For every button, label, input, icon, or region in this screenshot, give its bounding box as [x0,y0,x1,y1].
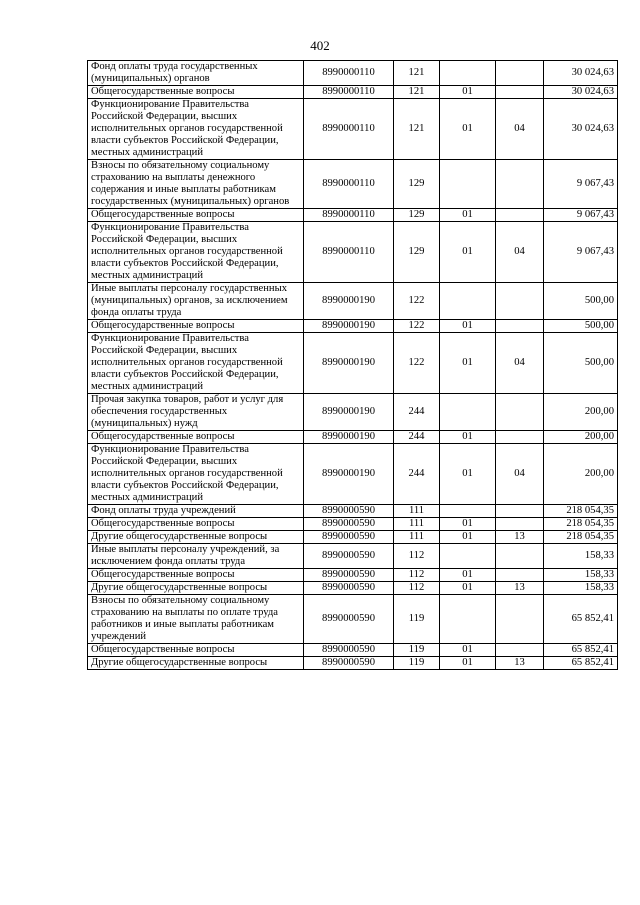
cell-expense-type: 122 [394,333,440,394]
cell-expense-type: 244 [394,394,440,431]
cell-target-code: 8990000190 [304,444,394,505]
cell-target-code: 8990000110 [304,209,394,222]
cell-amount: 200,00 [544,394,618,431]
table-row [88,444,618,505]
table-row [88,283,618,320]
cell-section: 01 [440,531,496,544]
cell-section: 01 [440,99,496,160]
cell-name: Фонд оплаты труда учреждений [88,505,304,518]
cell-amount: 158,33 [544,582,618,595]
cell-expense-type: 122 [394,320,440,333]
cell-subsection: 04 [496,222,544,283]
cell-name: Другие общегосударственные вопросы [88,657,304,670]
cell-name: Фонд оплаты труда государственных (муниципальных) органов [88,61,304,86]
cell-subsection [496,518,544,531]
table-row [88,394,618,431]
cell-amount: 158,33 [544,544,618,569]
cell-target-code: 8990000110 [304,61,394,86]
cell-name: Другие общегосударственные вопросы [88,531,304,544]
cell-name: Взносы по обязательному социальному страхованию на выплаты по оплате труда работников и иные выплаты работникам учреждений [88,595,304,644]
cell-target-code: 8990000190 [304,320,394,333]
cell-target-code: 8990000590 [304,657,394,670]
cell-subsection: 13 [496,657,544,670]
cell-expense-type: 121 [394,99,440,160]
cell-subsection: 13 [496,531,544,544]
cell-expense-type: 129 [394,209,440,222]
cell-section: 01 [440,657,496,670]
cell-target-code: 8990000190 [304,333,394,394]
cell-subsection [496,505,544,518]
cell-target-code: 8990000590 [304,531,394,544]
cell-section: 01 [440,518,496,531]
cell-expense-type: 112 [394,569,440,582]
cell-subsection: 04 [496,333,544,394]
cell-expense-type: 111 [394,531,440,544]
cell-subsection [496,394,544,431]
cell-expense-type: 121 [394,61,440,86]
cell-name: Функционирование Правительства Российской Федерации, высших исполнительных органов государственной власти субъектов Российской Федерации, местных администраций [88,444,304,505]
cell-amount: 218 054,35 [544,518,618,531]
cell-section [440,544,496,569]
cell-subsection [496,320,544,333]
cell-amount: 158,33 [544,569,618,582]
cell-target-code: 8990000190 [304,394,394,431]
cell-expense-type: 129 [394,222,440,283]
cell-subsection [496,569,544,582]
cell-target-code: 8990000590 [304,518,394,531]
table-row [88,569,618,582]
cell-name: Общегосударственные вопросы [88,644,304,657]
cell-target-code: 8990000590 [304,505,394,518]
cell-name: Общегосударственные вопросы [88,320,304,333]
cell-name: Иные выплаты персоналу учреждений, за исключением фонда оплаты труда [88,544,304,569]
cell-subsection: 04 [496,444,544,505]
cell-expense-type: 119 [394,644,440,657]
table-row [88,644,618,657]
table-row [88,518,618,531]
cell-name: Общегосударственные вопросы [88,518,304,531]
cell-section: 01 [440,431,496,444]
cell-section [440,283,496,320]
cell-name: Взносы по обязательному социальному страхованию на выплаты денежного содержания и иные выплаты работникам государственных (муниципальных) органов [88,160,304,209]
cell-target-code: 8990000590 [304,595,394,644]
cell-amount: 65 852,41 [544,595,618,644]
cell-expense-type: 119 [394,595,440,644]
cell-section [440,394,496,431]
cell-section: 01 [440,644,496,657]
cell-target-code: 8990000190 [304,283,394,320]
cell-subsection [496,595,544,644]
table-row [88,209,618,222]
cell-target-code: 8990000110 [304,86,394,99]
cell-target-code: 8990000190 [304,431,394,444]
cell-name: Функционирование Правительства Российской Федерации, высших исполнительных органов государственной власти субъектов Российской Федерации, местных администраций [88,333,304,394]
table-row [88,431,618,444]
cell-name: Общегосударственные вопросы [88,86,304,99]
table-row [88,222,618,283]
cell-expense-type: 244 [394,431,440,444]
cell-section: 01 [440,569,496,582]
cell-name: Функционирование Правительства Российской Федерации, высших исполнительных органов государственной власти субъектов Российской Федерации, местных администраций [88,222,304,283]
table-row [88,333,618,394]
cell-expense-type: 111 [394,505,440,518]
table-row [88,320,618,333]
cell-subsection [496,160,544,209]
table-row [88,86,618,99]
table-row [88,531,618,544]
cell-name: Другие общегосударственные вопросы [88,582,304,595]
cell-name: Общегосударственные вопросы [88,209,304,222]
cell-subsection [496,61,544,86]
table-row [88,657,618,670]
table-row [88,595,618,644]
cell-name: Общегосударственные вопросы [88,431,304,444]
cell-section: 01 [440,333,496,394]
cell-name: Иные выплаты персоналу государственных (муниципальных) органов, за исключением фонда оплаты труда [88,283,304,320]
cell-amount: 65 852,41 [544,657,618,670]
budget-table [87,60,618,670]
cell-section [440,595,496,644]
cell-section: 01 [440,320,496,333]
cell-expense-type: 111 [394,518,440,531]
cell-amount: 500,00 [544,333,618,394]
cell-amount: 200,00 [544,444,618,505]
cell-target-code: 8990000590 [304,544,394,569]
cell-expense-type: 112 [394,582,440,595]
cell-amount: 218 054,35 [544,531,618,544]
table-row [88,544,618,569]
cell-target-code: 8990000110 [304,99,394,160]
cell-name: Функционирование Правительства Российской Федерации, высших исполнительных органов государственной власти субъектов Российской Федерации, местных администраций [88,99,304,160]
cell-target-code: 8990000590 [304,569,394,582]
cell-amount: 200,00 [544,431,618,444]
cell-subsection [496,283,544,320]
cell-subsection [496,86,544,99]
cell-amount: 500,00 [544,283,618,320]
cell-expense-type: 119 [394,657,440,670]
cell-amount: 65 852,41 [544,644,618,657]
table-row [88,582,618,595]
cell-expense-type: 122 [394,283,440,320]
table-row [88,505,618,518]
cell-target-code: 8990000110 [304,222,394,283]
cell-expense-type: 244 [394,444,440,505]
cell-target-code: 8990000110 [304,160,394,209]
cell-subsection [496,209,544,222]
cell-amount: 9 067,43 [544,160,618,209]
cell-target-code: 8990000590 [304,582,394,595]
cell-section [440,61,496,86]
cell-section: 01 [440,582,496,595]
cell-subsection [496,544,544,569]
cell-subsection: 04 [496,99,544,160]
cell-target-code: 8990000590 [304,644,394,657]
table-row [88,61,618,86]
cell-amount: 218 054,35 [544,505,618,518]
cell-name: Общегосударственные вопросы [88,569,304,582]
cell-name: Прочая закупка товаров, работ и услуг для обеспечения государственных (муниципальных) нужд [88,394,304,431]
cell-section: 01 [440,444,496,505]
cell-subsection: 13 [496,582,544,595]
cell-expense-type: 121 [394,86,440,99]
cell-section: 01 [440,86,496,99]
cell-section: 01 [440,209,496,222]
table-row [88,99,618,160]
cell-amount: 9 067,43 [544,222,618,283]
cell-section: 01 [440,222,496,283]
cell-subsection [496,644,544,657]
page-number: 402 [310,38,330,53]
cell-expense-type: 112 [394,544,440,569]
cell-amount: 30 024,63 [544,86,618,99]
table-row [88,160,618,209]
cell-amount: 30 024,63 [544,61,618,86]
cell-amount: 9 067,43 [544,209,618,222]
cell-amount: 30 024,63 [544,99,618,160]
cell-subsection [496,431,544,444]
cell-section [440,505,496,518]
cell-amount: 500,00 [544,320,618,333]
cell-expense-type: 129 [394,160,440,209]
budget-table-body [88,61,618,670]
cell-section [440,160,496,209]
